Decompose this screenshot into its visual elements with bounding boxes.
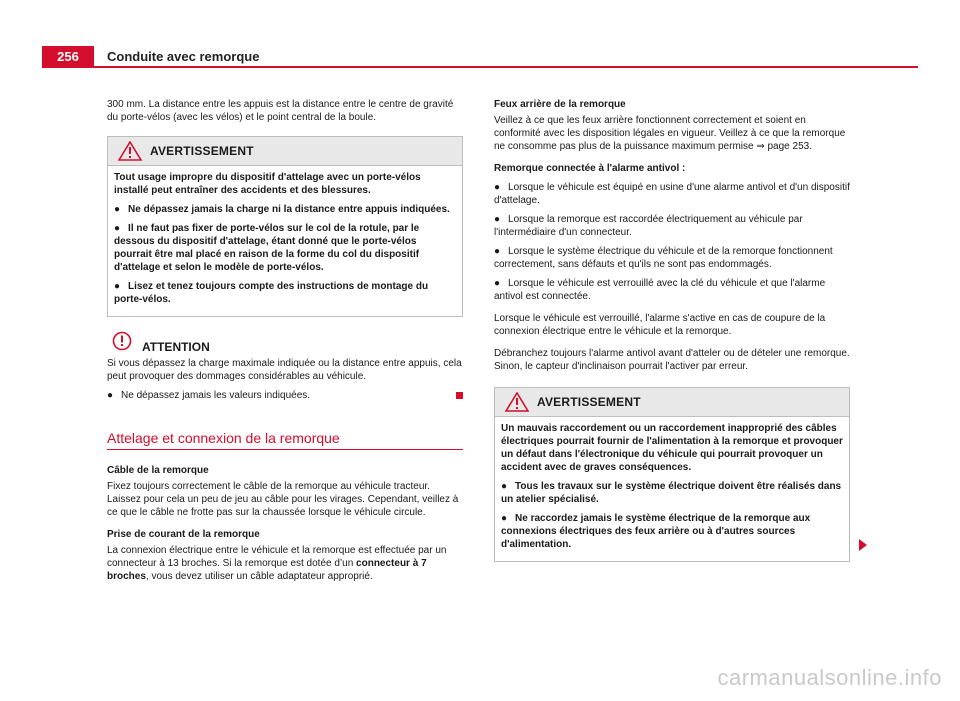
warning-title: AVERTISSEMENT bbox=[150, 144, 254, 158]
attention-title: ATTENTION bbox=[142, 340, 210, 354]
warning-lead: Tout usage impropre du dispositif d'attelage avec un porte-vélos installé peut entraîner des accidents et des blessures. bbox=[114, 172, 421, 196]
section-title: Attelage et connexion de la remorque bbox=[107, 432, 463, 450]
chapter-title: Conduite avec remorque bbox=[107, 49, 260, 64]
warning-lead: Un mauvais raccordement ou un raccordement inapproprié des câbles électriques pourrait fournir de l'alimentation à la remorque et provoquer un défaut dans l'électronique du véhicule qui pourrait provoquer un accident avec de graves conséquences. bbox=[501, 423, 843, 473]
bullet-icon: ● bbox=[494, 246, 501, 257]
warning-item: ● Ne raccordez jamais le système électrique de la remorque aux connexions électriques des feux arrière ou à d'autres sources d'alimentation. bbox=[501, 513, 811, 550]
warning-header bbox=[495, 388, 849, 417]
attention-header bbox=[107, 331, 463, 357]
warning-body bbox=[108, 166, 462, 316]
bullet-icon: ● bbox=[494, 214, 501, 225]
continue-arrow-icon bbox=[859, 539, 867, 551]
alarm-heading: Remorque connectée à l'alarme antivol : bbox=[494, 163, 686, 174]
attention-text: Si vous dépassez la charge maximale indiquée ou la distance entre appuis, cela peut provoquer des dommages considérables au véhicule. bbox=[107, 358, 462, 382]
section-end-marker bbox=[456, 392, 463, 399]
alarm-note: Lorsque le véhicule est verrouillé, l'alarme s'active en cas de coupure de la connexion électrique entre le véhicule et la remorque. bbox=[494, 313, 826, 337]
attention-circle-icon bbox=[112, 331, 132, 351]
warning-title: AVERTISSEMENT bbox=[537, 395, 641, 409]
socket-text: La connexion électrique entre le véhicule et la remorque est effectuée par un connecteur à 13 broches. Si la remorque est dotée d’un connecteur à 7 broches, vous devez utiliser un câble adaptateur approprié. bbox=[107, 545, 447, 582]
bullet-icon: ● bbox=[494, 278, 501, 289]
alarm-item: ● Lorsque le système électrique du véhicule et de la remorque fonctionnent correctement, sans défauts et qu'ils ne sont pas endommagés. bbox=[494, 246, 833, 270]
page-number: 256 bbox=[42, 46, 94, 68]
warning-item: ● Ne dépassez jamais la charge ni la distance entre appuis indiquées. bbox=[114, 204, 450, 215]
cable-text: Fixez toujours correctement le câble de la remorque au véhicule tracteur. Laissez pour cela un peu de jeu au câble pour les virages. Cependant, veillez à ce que le câble ne frotte pas sur la chaussée lorsque le véhicule circule. bbox=[107, 481, 459, 518]
warning-item: ● Lisez et tenez toujours compte des instructions de montage du porte-vélos. bbox=[114, 281, 429, 305]
bullet-icon: ● bbox=[107, 390, 114, 401]
watermark-text: carmanualsonline.info bbox=[717, 665, 942, 690]
left-column bbox=[107, 98, 463, 592]
right-column bbox=[494, 98, 850, 576]
bullet-icon: ● bbox=[494, 182, 501, 193]
socket-heading: Prise de courant de la remorque bbox=[107, 529, 260, 540]
bullet-icon: ● bbox=[114, 281, 121, 292]
page-header bbox=[42, 46, 918, 68]
alarm-item: ● Lorsque le véhicule est verrouillé avec la clé du véhicule et que l'alarme antivol est connectée. bbox=[494, 278, 826, 302]
bullet-icon: ● bbox=[114, 223, 121, 234]
warning-body bbox=[495, 417, 849, 561]
alarm-note: Débranchez toujours l'alarme antivol avant d'atteler ou de dételer une remorque. Sinon, le capteur d'inclinaison pourrait l'activer par erreur. bbox=[494, 348, 850, 372]
alarm-item: ● Lorsque la remorque est raccordée électriquement au véhicule par l'intermédiaire d'un connecteur. bbox=[494, 214, 803, 238]
warning-box-bike-rack bbox=[107, 136, 463, 317]
warning-triangle-icon bbox=[505, 392, 529, 412]
lights-text: Veillez à ce que les feux arrière fonctionnent correctement et soient en conformité avec les disposition légales en vigueur. Veillez à ce que la remorque ne consomme pas plus de la puissance maximum permise ⇒ page 253. bbox=[494, 115, 846, 152]
bullet-icon: ● bbox=[114, 204, 121, 215]
warning-box-electrical bbox=[494, 387, 850, 562]
warning-header bbox=[108, 137, 462, 166]
alarm-item: ● Lorsque le véhicule est équipé en usine d'une alarme antivol et d'un dispositif d'attelage. bbox=[494, 182, 850, 206]
attention-item: ● Ne dépassez jamais les valeurs indiquées. bbox=[107, 389, 463, 402]
cable-heading: Câble de la remorque bbox=[107, 465, 209, 476]
warning-item: ● Il ne faut pas fixer de porte-vélos sur le col de la rotule, par le dessous du dispositif d'attelage, étant donné que le porte-vélos pourrait être mal placé en raison de la forme du col du dispositif d'attelage et selon le modèle de porte-vélos. bbox=[114, 223, 420, 273]
bullet-icon: ● bbox=[501, 481, 508, 492]
intro-paragraph: 300 mm. La distance entre les appuis est la distance entre le centre de gravité du porte-vélos (avec les vélos) et le point central de la boule. bbox=[107, 99, 454, 123]
connector-7-pin: connecteur à 7 broches bbox=[107, 558, 427, 582]
bullet-icon: ● bbox=[501, 513, 508, 524]
warning-triangle-icon bbox=[118, 141, 142, 161]
header-rule bbox=[94, 66, 918, 68]
warning-item: ● Tous les travaux sur le système électrique doivent être réalisés dans un atelier spécialisé. bbox=[501, 481, 842, 505]
lights-heading: Feux arrière de la remorque bbox=[494, 99, 626, 110]
